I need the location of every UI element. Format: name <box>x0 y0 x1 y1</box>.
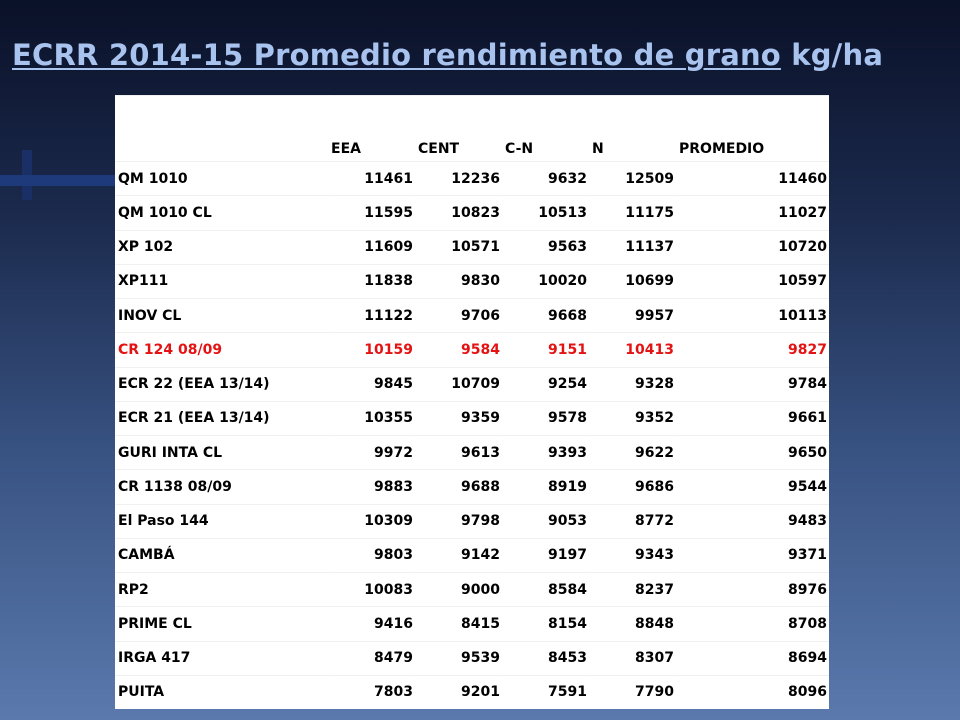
table-header-row <box>115 95 829 161</box>
cn-value: 9393 <box>502 435 589 469</box>
table-row <box>115 332 829 366</box>
eea-value: 11838 <box>328 264 415 298</box>
decorative-accent-bar <box>0 175 115 186</box>
yield-table <box>115 95 829 709</box>
cent-value: 9359 <box>415 401 502 435</box>
slide-title-unit: kg/ha <box>780 38 884 72</box>
eea-value: 9845 <box>328 367 415 401</box>
promedio-value: 10597 <box>676 264 829 298</box>
promedio-value: 9827 <box>676 332 829 366</box>
variety-name: El Paso 144 <box>115 504 328 538</box>
cent-value: 9798 <box>415 504 502 538</box>
variety-name: QM 1010 CL <box>115 195 328 229</box>
n-value: 8237 <box>589 572 676 606</box>
variety-name: ECR 21 (EEA 13/14) <box>115 401 328 435</box>
promedio-value: 9650 <box>676 435 829 469</box>
variety-name: XP111 <box>115 264 328 298</box>
cn-value: 10513 <box>502 195 589 229</box>
n-value: 9957 <box>589 298 676 332</box>
table-row <box>115 230 829 264</box>
n-value: 8772 <box>589 504 676 538</box>
table-row <box>115 675 829 709</box>
variety-name: RP2 <box>115 572 328 606</box>
header-cent: CENT <box>415 95 502 161</box>
eea-value: 11122 <box>328 298 415 332</box>
variety-name: XP 102 <box>115 230 328 264</box>
table-row <box>115 401 829 435</box>
table-row <box>115 195 829 229</box>
n-value: 8307 <box>589 641 676 675</box>
cent-value: 10571 <box>415 230 502 264</box>
eea-value: 9883 <box>328 469 415 503</box>
variety-name: IRGA 417 <box>115 641 328 675</box>
cn-value: 9632 <box>502 161 589 195</box>
cent-value: 9830 <box>415 264 502 298</box>
table-row <box>115 641 829 675</box>
table-row <box>115 161 829 195</box>
cent-value: 9000 <box>415 572 502 606</box>
promedio-value: 9784 <box>676 367 829 401</box>
promedio-value: 8976 <box>676 572 829 606</box>
n-value: 7790 <box>589 675 676 709</box>
cn-value: 9254 <box>502 367 589 401</box>
cn-value: 9197 <box>502 538 589 572</box>
variety-name: PUITA <box>115 675 328 709</box>
cent-value: 8415 <box>415 606 502 640</box>
n-value: 9328 <box>589 367 676 401</box>
table-row <box>115 367 829 401</box>
cent-value: 10823 <box>415 195 502 229</box>
cent-value: 9201 <box>415 675 502 709</box>
promedio-value: 8096 <box>676 675 829 709</box>
cn-value: 9668 <box>502 298 589 332</box>
slide-title-underlined: ECRR 2014-15 Promedio rendimiento de grano <box>12 38 781 72</box>
variety-name: INOV CL <box>115 298 328 332</box>
header-eea: EEA <box>328 95 415 161</box>
cn-value: 8584 <box>502 572 589 606</box>
eea-value: 10083 <box>328 572 415 606</box>
cn-value: 9563 <box>502 230 589 264</box>
eea-value: 9972 <box>328 435 415 469</box>
cn-value: 10020 <box>502 264 589 298</box>
header-cn: C-N <box>502 95 589 161</box>
header-variety <box>115 95 328 161</box>
cn-value: 9053 <box>502 504 589 538</box>
cent-value: 9584 <box>415 332 502 366</box>
variety-name: PRIME CL <box>115 606 328 640</box>
table-row <box>115 469 829 503</box>
promedio-value: 11460 <box>676 161 829 195</box>
promedio-value: 9661 <box>676 401 829 435</box>
variety-name: GURI INTA CL <box>115 435 328 469</box>
slide-title <box>12 38 883 72</box>
header-n: N <box>589 95 676 161</box>
cent-value: 9142 <box>415 538 502 572</box>
cent-value: 9539 <box>415 641 502 675</box>
n-value: 9352 <box>589 401 676 435</box>
n-value: 11175 <box>589 195 676 229</box>
variety-name: QM 1010 <box>115 161 328 195</box>
variety-name: CR 1138 08/09 <box>115 469 328 503</box>
promedio-value: 10113 <box>676 298 829 332</box>
cn-value: 8919 <box>502 469 589 503</box>
promedio-value: 9544 <box>676 469 829 503</box>
eea-value: 10355 <box>328 401 415 435</box>
cent-value: 9706 <box>415 298 502 332</box>
table-row <box>115 606 829 640</box>
eea-value: 11595 <box>328 195 415 229</box>
eea-value: 11461 <box>328 161 415 195</box>
n-value: 9343 <box>589 538 676 572</box>
n-value: 8848 <box>589 606 676 640</box>
table-row <box>115 572 829 606</box>
cn-value: 7591 <box>502 675 589 709</box>
promedio-value: 9371 <box>676 538 829 572</box>
table-row <box>115 435 829 469</box>
eea-value: 9416 <box>328 606 415 640</box>
cn-value: 8453 <box>502 641 589 675</box>
promedio-value: 11027 <box>676 195 829 229</box>
variety-name: ECR 22 (EEA 13/14) <box>115 367 328 401</box>
cent-value: 9613 <box>415 435 502 469</box>
n-value: 10699 <box>589 264 676 298</box>
promedio-value: 8708 <box>676 606 829 640</box>
eea-value: 10309 <box>328 504 415 538</box>
eea-value: 10159 <box>328 332 415 366</box>
table-row <box>115 538 829 572</box>
eea-value: 8479 <box>328 641 415 675</box>
cent-value: 9688 <box>415 469 502 503</box>
promedio-value: 8694 <box>676 641 829 675</box>
promedio-value: 9483 <box>676 504 829 538</box>
table-row <box>115 264 829 298</box>
promedio-value: 10720 <box>676 230 829 264</box>
n-value: 9622 <box>589 435 676 469</box>
eea-value: 11609 <box>328 230 415 264</box>
eea-value: 7803 <box>328 675 415 709</box>
variety-name: CR 124 08/09 <box>115 332 328 366</box>
table-row <box>115 504 829 538</box>
cn-value: 9151 <box>502 332 589 366</box>
table-row <box>115 298 829 332</box>
variety-name: CAMBÁ <box>115 538 328 572</box>
n-value: 12509 <box>589 161 676 195</box>
cent-value: 12236 <box>415 161 502 195</box>
n-value: 10413 <box>589 332 676 366</box>
n-value: 9686 <box>589 469 676 503</box>
eea-value: 9803 <box>328 538 415 572</box>
cn-value: 8154 <box>502 606 589 640</box>
n-value: 11137 <box>589 230 676 264</box>
cn-value: 9578 <box>502 401 589 435</box>
cent-value: 10709 <box>415 367 502 401</box>
header-promedio: PROMEDIO <box>676 95 829 161</box>
